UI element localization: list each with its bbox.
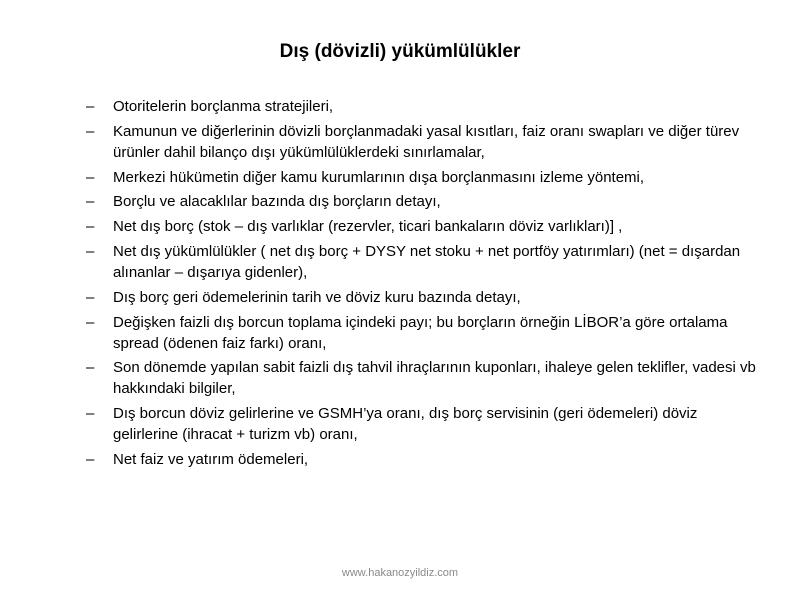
list-item-text: Net dış borç (stok – dış varlıklar (rezervler, ticari bankaların döviz varlıkları)] , — [113, 218, 623, 236]
list-item-text: Dış borç geri ödemelerinin tarih ve döviz kuru bazında detayı, — [113, 288, 521, 306]
bullet-dash: – — [86, 450, 95, 468]
list-item — [86, 121, 766, 163]
list-item — [86, 191, 766, 212]
bullet-dash: – — [86, 288, 95, 306]
bullet-dash: – — [86, 122, 95, 140]
list-item — [86, 403, 766, 445]
list-item-text: Merkezi hükümetin diğer kamu kurumlarının dışa borçlanmasını izleme yöntemi, — [113, 168, 645, 186]
slide-title: Dış (dövizli) yükümlülükler — [279, 41, 521, 62]
bullet-dash: – — [86, 218, 95, 236]
bullet-dash: – — [86, 405, 95, 423]
bullet-list — [86, 96, 766, 474]
list-item — [86, 312, 766, 354]
list-item — [86, 167, 766, 188]
list-item — [86, 96, 766, 117]
list-item — [86, 216, 766, 237]
list-item-text: Son dönemde yapılan sabit faizli dış tahvil ihraçlarının kuponları, ihaleye gelen teklifler, vadesi vb hakkındaki bilgiler, — [113, 359, 756, 398]
list-item-text: Değişken faizli dış borcun toplama içindeki payı; bu borçların örneğin LİBOR’a göre ortalama spread (ödenen faiz farkı) oranı, — [113, 313, 728, 352]
footer-url: www.hakanozyildiz.com — [341, 567, 459, 579]
list-item-text: Dış borcun döviz gelirlerine ve GSMH’ya oranı, dış borç servisinin (geri ödemeleri) döviz gelirlerine (ihracat + turizm vb) oranı, — [113, 405, 698, 444]
bullet-dash: – — [86, 193, 95, 211]
list-item — [86, 241, 766, 283]
list-item — [86, 357, 766, 399]
bullet-dash: – — [86, 242, 95, 260]
list-item-text: Borçlu ve alacaklılar bazında dış borçların detayı, — [113, 193, 441, 211]
list-item — [86, 287, 766, 308]
list-item-text: Otoritelerin borçlanma stratejileri, — [113, 98, 334, 115]
bullet-dash: – — [86, 359, 95, 377]
list-item — [86, 449, 766, 470]
bullet-dash: – — [86, 313, 95, 331]
list-item-text: Kamunun ve diğerlerinin dövizli borçlanmadaki yasal kısıtları, faiz oranı swapları ve diğer türev ürünler dahil bilanço dışı yükümlülüklerdeki sınırlamalar, — [113, 122, 740, 161]
list-item-text: Net faiz ve yatırım ödemeleri, — [113, 450, 309, 468]
list-item-text: Net dış yükümlülükler ( net dış borç + DYSY net stoku + net portföy yatırımları) (net = dışardan alınanlar – dışarıya gidenler), — [113, 242, 741, 281]
bullet-dash: – — [86, 98, 95, 115]
bullet-dash: – — [86, 168, 95, 186]
